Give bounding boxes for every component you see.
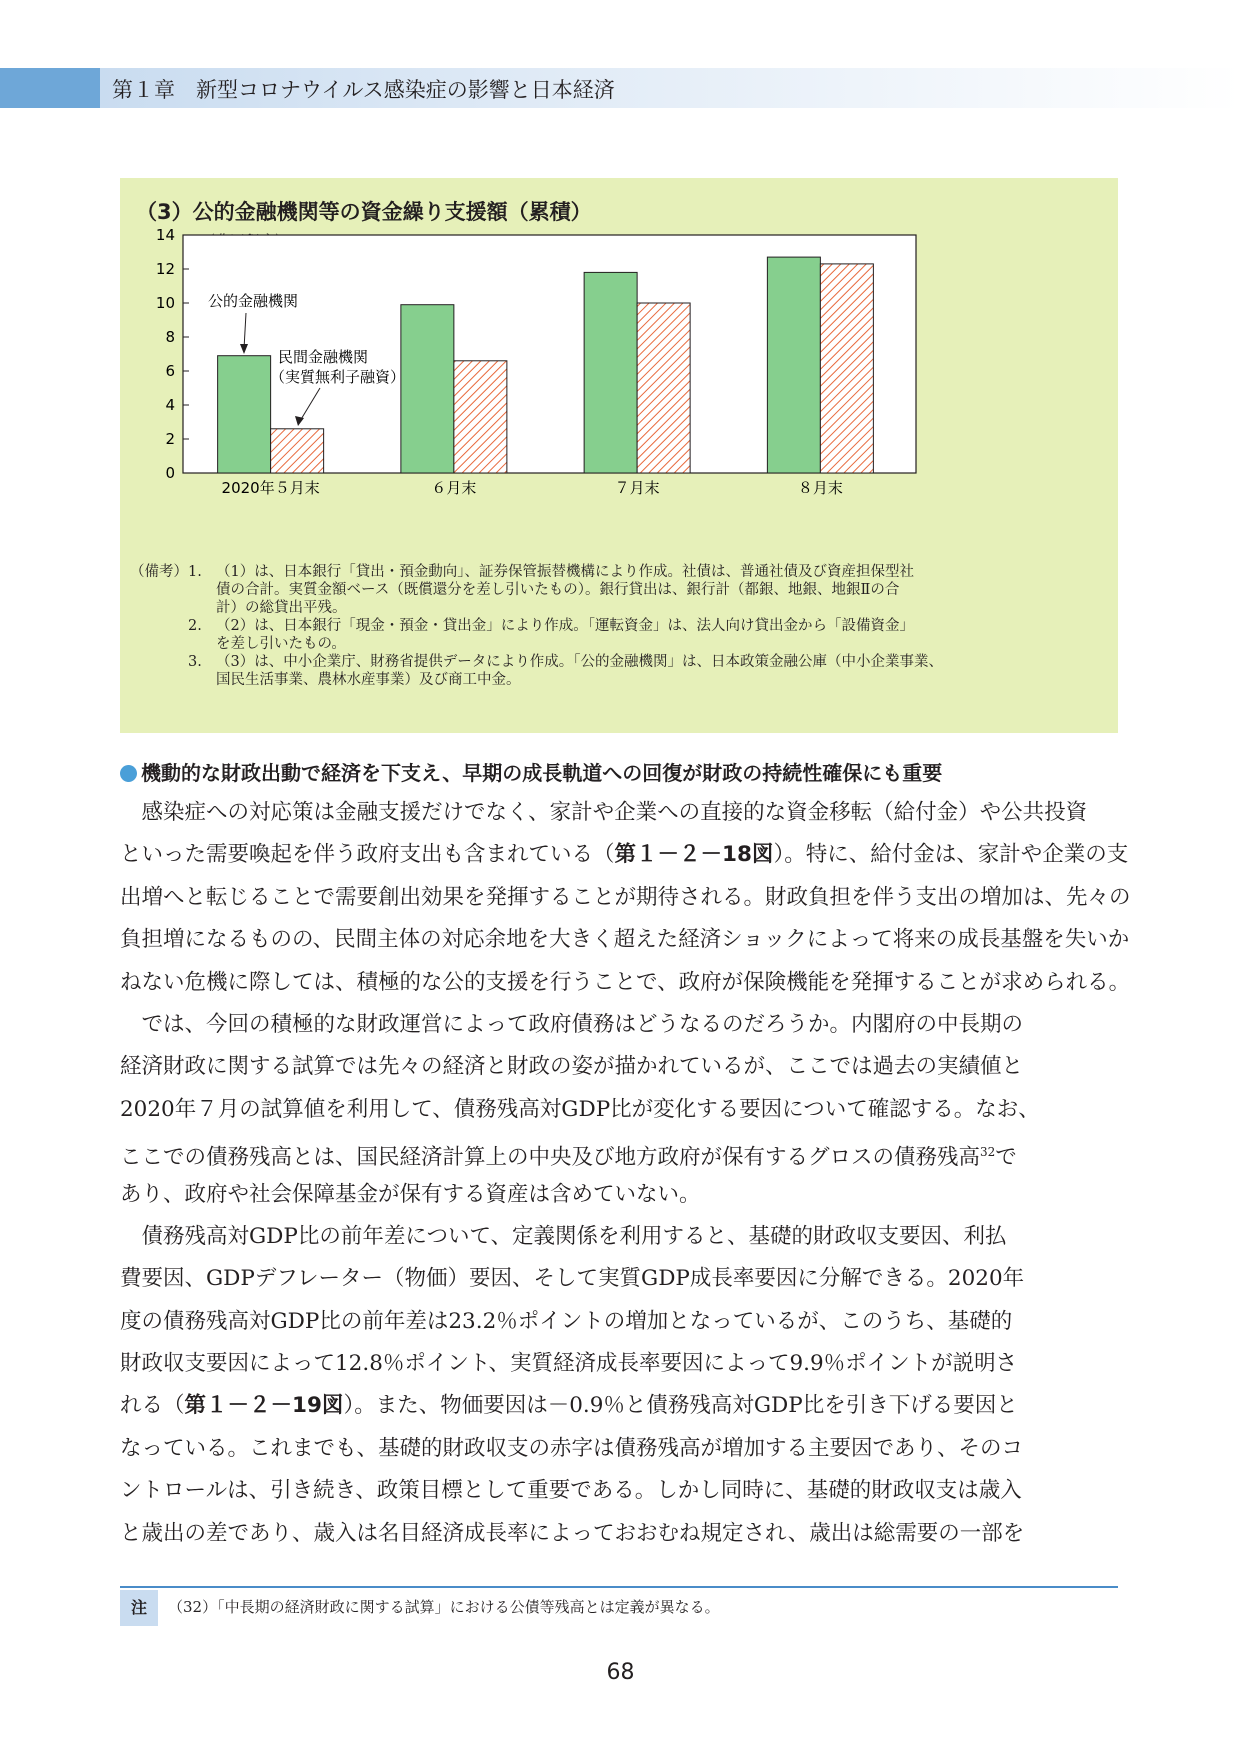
x-tick-label: 2020年５月末 [221,479,320,497]
body-text-segment: 費要因、GDPデフレーター（物価）要因、そして実質GDP成長率要因に分解できる。2020年 [120,1266,1025,1292]
y-tick-label: 12 [155,260,175,278]
body-text-segment: 経済財政に関する試算では先々の経済と財政の姿が描かれているが、ここでは過去の実績値と [120,1054,1024,1080]
footnote-divider [120,1586,1118,1588]
body-text-segment: ）。特に、給付金は、家計や企業の支 [773,842,1129,868]
y-tick-label: 4 [165,396,175,414]
section-heading-text: 機動的な財政出動で経済を下支え、早期の成長軌道への回復が財政の持続性確保にも重要 [141,761,943,785]
note-number: 3. [188,654,202,670]
page-number: 68 [606,1660,635,1685]
notes-label: （備考） [130,564,188,580]
body-text-segment: なっている。これまでも、基礎的財政収支の赤字は債務残高が増加する主要因であり、そのコ [120,1435,1024,1461]
bullet-circle-icon [120,765,137,782]
bar-public-financial [584,272,637,473]
figure-panel [120,178,1118,733]
body-text-segment: ）。また、物価要因は－0.9％と債務残高対GDP比を引き下げる要因と [343,1393,1018,1419]
body-line [120,1216,1120,1258]
annotation-private-line1: 民間金融機関 [278,348,369,366]
body-text-segment: では、今回の積極的な財政運営によって政府債務はどうなるのだろうか。内閣府の中長期の [120,1011,1024,1037]
section-heading [120,756,942,790]
body-text-segment: 度の債務残高対GDP比の前年差は23.2％ポイントの増加となっているが、このうち、基礎的 [120,1308,1013,1334]
chapter-header-title: 第１章 新型コロナウイルス感染症の影響と日本経済 [112,78,615,102]
footnote-text: （32）「中長期の経済財政に関する試算」における公債等残高とは定義が異なる。 [168,1598,720,1616]
y-tick-label: 10 [155,294,175,312]
footnote-label: 注 [120,1590,158,1626]
x-tick-label: ７月末 [614,479,660,497]
figure-notes [130,563,1110,689]
figure-reference: 第１－２－19図 [184,1393,344,1419]
note-line: 債の合計。実質金額ベース（既償還分を差し引いたもの）。銀行貸出は、銀行計（都銀、地銀、地銀Ⅱの合 [216,582,900,598]
bar-private-financial [637,303,690,473]
bar-private-financial [820,264,873,473]
body-text-segment: 2020年７月の試算値を利用して、債務残高対GDP比が変化する要因について確認する。なお、 [120,1096,1040,1122]
bar-public-financial [218,356,271,473]
body-line [120,1174,1120,1216]
bar-private-financial [454,361,507,473]
body-line [120,792,1120,834]
body-text-segment: れる（ [120,1393,185,1419]
body-line [120,877,1131,919]
body-text-segment: あり、政府や社会保障基金が保有する資産は含めていない。 [120,1181,701,1207]
note-line: （3）は、中小企業庁、財務省提供データにより作成。「公的金融機関」は、日本政策金融公庫（中小企業事業、 [216,654,943,670]
y-tick-label: 14 [155,226,175,244]
note-number: 2. [188,618,202,634]
y-tick-label: 0 [165,464,175,482]
bar-chart [120,178,1118,558]
body-line [120,834,1129,876]
body-line [120,1385,1120,1427]
body-line [120,1428,1120,1470]
y-tick-label: 6 [165,362,175,380]
body-line [120,1470,1120,1512]
y-tick-label: 8 [165,328,175,346]
body-line [120,1343,1120,1385]
body-text-segment: ねない危機に際しては、積極的な公的支援を行うことで、政府が保険機能を発揮することが求められる。 [120,969,1131,995]
note-number: 1. [188,564,202,580]
note-line: 計）の総貸出平残。 [216,600,347,616]
body-line [120,919,1130,961]
body-text-segment: といった需要喚起を伴う政府支出も含まれている（ [120,842,615,868]
footnote-marker: 32 [980,1145,996,1160]
body-text-segment: 財政収支要因によって12.8％ポイント、実質経済成長率要因によって9.9％ポイントが説明さ [120,1351,1018,1377]
body-line [120,1513,1120,1555]
body-text-segment: 出増へと転じることで需要創出効果を発揮することが期待される。財政負担を伴う支出の増加は、先々の [120,884,1131,910]
bar-public-financial [401,305,454,473]
bar-public-financial [767,257,820,473]
body-text-segment: ントロールは、引き続き、政策目標として重要である。しかし同時に、基礎的財政収支は歳入 [120,1478,1022,1504]
note-line: （1）は、日本銀行「貸出・預金動向」、証券保管振替機構により作成。社債は、普通社債及び資産担保型社 [216,564,914,580]
note-line: を差し引いたもの。 [216,636,346,652]
figure-reference: 第１－２－18図 [614,842,774,868]
body-text [120,792,1131,1555]
body-text-segment: 感染症への対応策は金融支援だけでなく、家計や企業への直接的な資金移転（給付金）や公共投資 [120,800,1088,825]
x-tick-label: ６月末 [431,479,477,497]
body-text-segment: で [995,1145,1017,1171]
note-line: 国民生活事業、農林水産事業）及び商工中金。 [216,672,521,688]
body-line [120,1089,1120,1131]
body-line [120,1046,1120,1088]
chart-title: （3）公的金融機関等の資金繰り支援額（累積） [136,200,592,224]
body-line [120,962,1131,1004]
body-text-segment: ここでの債務残高とは、国民経済計算上の中央及び地方政府が保有するグロスの債務残高 [120,1145,981,1171]
body-line [120,1004,1120,1046]
body-line [120,1301,1120,1343]
body-line [120,1258,1120,1300]
body-text-segment: 債務残高対GDP比の前年差について、定義関係を利用すると、基礎的財政収支要因、利払 [120,1223,1007,1249]
annotation-public: 公的金融機関 [208,292,299,310]
annotation-private-line2: （実質無利子融資） [270,368,406,386]
body-text-segment: と歳出の差であり、歳入は名目経済成長率によっておおむね規定され、歳出は総需要の一部を [120,1520,1025,1546]
x-tick-label: ８月末 [797,479,843,497]
body-text-segment: 負担増になるものの、民間主体の対応余地を大きく超えた経済ショックによって将来の成長基盤を失いか [120,927,1130,953]
bar-private-financial [271,429,324,473]
body-line [120,1131,1120,1173]
y-tick-label: 2 [165,430,175,448]
note-line: （2）は、日本銀行「現金・預金・貸出金」により作成。「運転資金」は、法人向け貸出金から「設備資金」 [216,618,914,634]
